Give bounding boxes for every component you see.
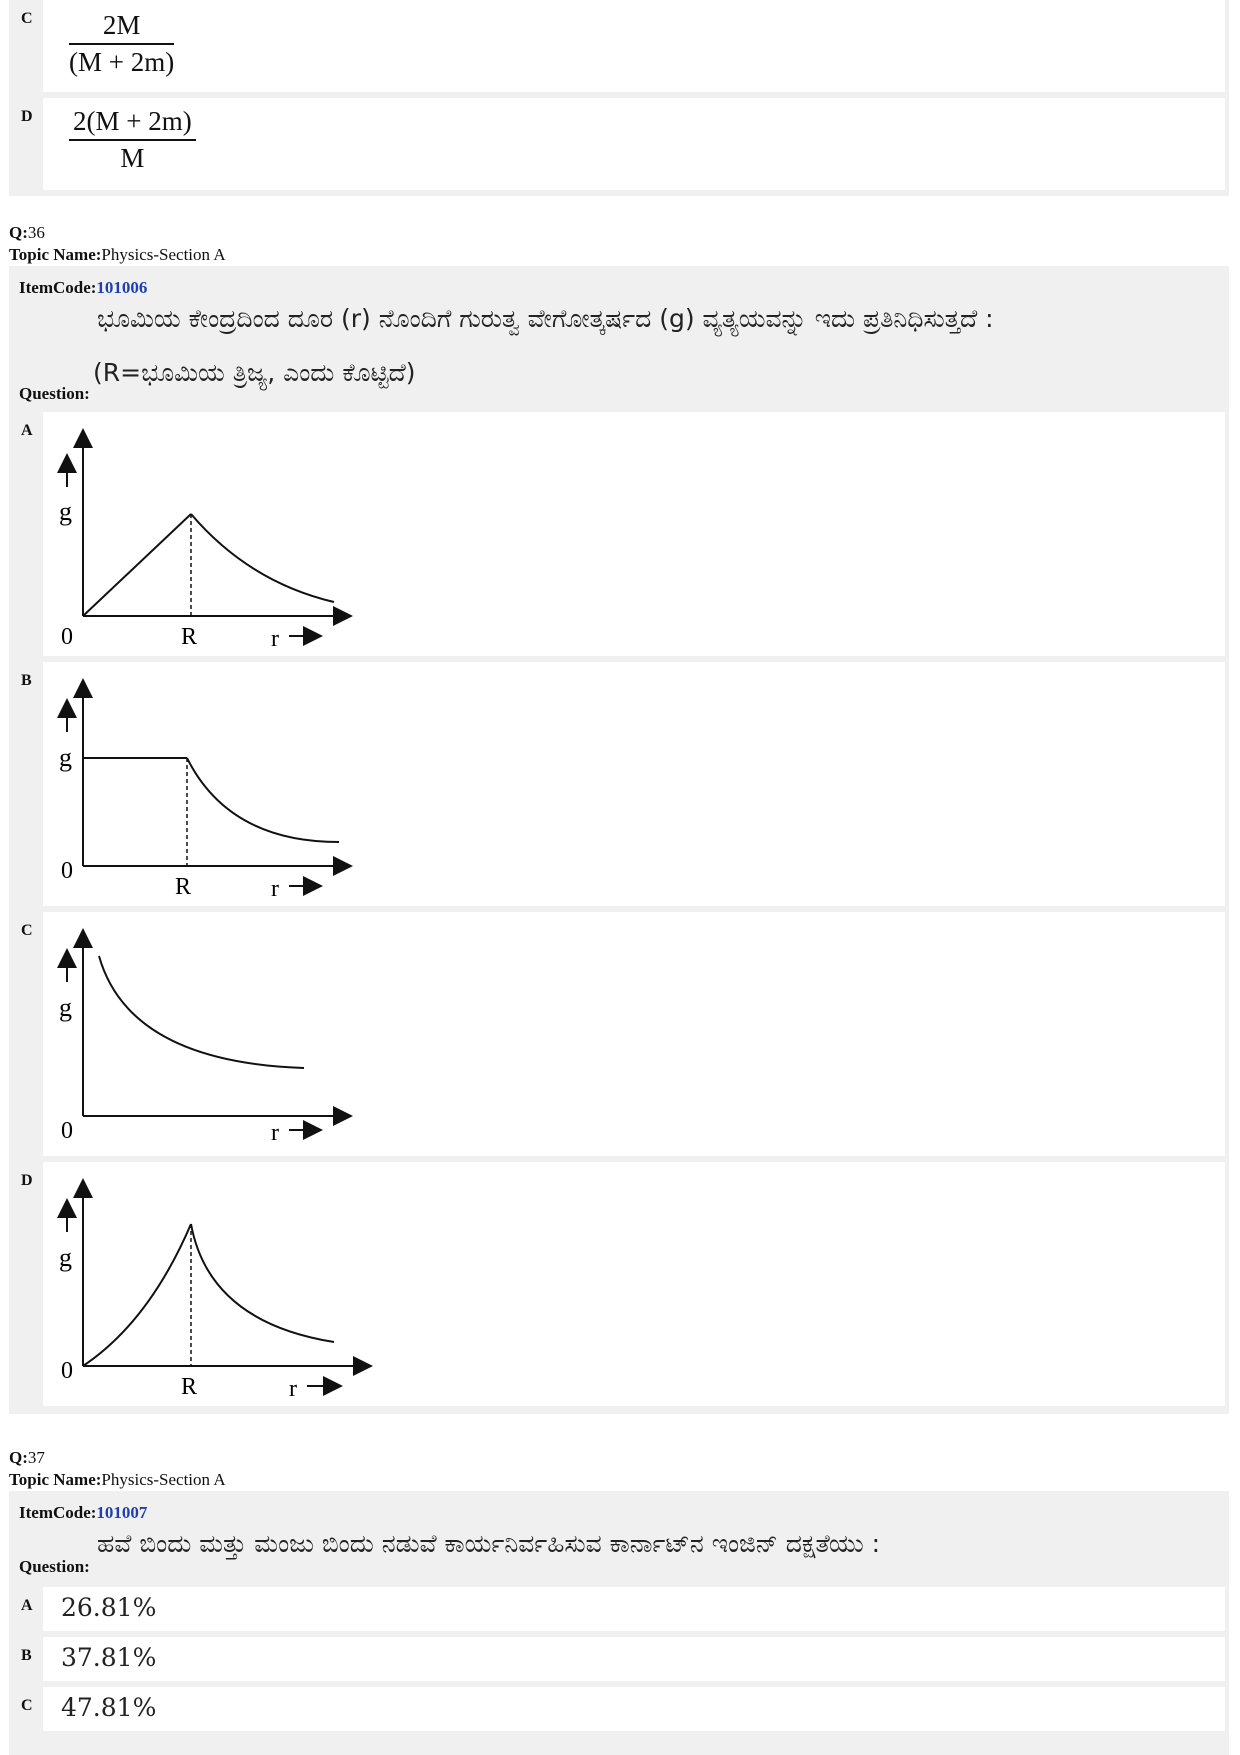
q36-box (9, 266, 1229, 1414)
curve-inside (83, 514, 191, 616)
question-label: Question: (19, 384, 90, 403)
option-label: C (13, 912, 43, 1156)
option-b[interactable] (13, 662, 1225, 906)
option-label: D (13, 98, 43, 190)
itemcode-value: 101006 (96, 278, 148, 297)
graph-c (49, 912, 369, 1156)
option-label: D (13, 1162, 43, 1406)
option-label: C (13, 0, 43, 92)
prev-question-options (9, 0, 1229, 196)
graph-a (49, 412, 369, 656)
option-d[interactable] (13, 1162, 1225, 1406)
curve-outside (191, 1224, 334, 1342)
r-tick-label: R (181, 1374, 198, 1400)
graph-d (49, 1162, 389, 1406)
origin-label: 0 (61, 1358, 73, 1384)
itemcode: ItemCode:101006 (19, 278, 148, 297)
origin-label: 0 (61, 1118, 73, 1144)
question-number: 37 (27, 1448, 45, 1467)
curve (99, 956, 304, 1068)
option-d[interactable] (13, 98, 1225, 190)
r-tick-label: R (181, 624, 198, 650)
option-label: A (13, 412, 43, 656)
option-c[interactable] (13, 912, 1225, 1156)
option-text: 26.81% (61, 1593, 157, 1622)
option-label: C (13, 1687, 43, 1731)
question-label: Question: (19, 1557, 90, 1576)
curve-inside (83, 1224, 191, 1366)
y-label: g (59, 743, 72, 772)
y-label: g (59, 993, 72, 1022)
option-label: B (13, 662, 43, 906)
denominator: M (120, 143, 145, 173)
origin-label: 0 (61, 858, 73, 884)
fraction (69, 10, 174, 78)
itemcode: ItemCode:101007 (19, 1503, 148, 1522)
numerator: 2M (102, 10, 141, 40)
option-b[interactable] (13, 1637, 1225, 1681)
question-text-line1: ಭೂಮಿಯ ಕೇಂದ್ರದಿಂದ ದೂರ (r) ನೊಂದಿಗೆ ಗುರುತ್ವ ವೇಗೋತ್ಕರ್ಷದ (g) ವ್ಯತ್ಯಯವನ್ನು ಇದು ಪ್ರತಿನಿಧಿಸುತ್ತದೆ : (97, 304, 994, 333)
option-label: A (13, 1587, 43, 1631)
option-text: 47.81% (61, 1693, 157, 1722)
itemcode-value: 101007 (96, 1503, 148, 1522)
x-label: r (271, 626, 279, 652)
question-text-line2: (R=ಭೂಮಿಯ ತ್ರಿಜ್ಯ, ಎಂದು ಕೊಟ್ಟಿದೆ) (93, 358, 416, 387)
y-label: g (59, 497, 72, 526)
x-label: r (271, 1120, 279, 1146)
question-text-line1: ಹವೆ ಬಿಂದು ಮತ್ತು ಮಂಜು ಬಿಂದು ನಡುವೆ ಕಾರ್ಯನಿರ್ವಹಿಸುವ ಕಾರ್ನಾಟ್‌ನ ಇಂಜಿನ್ ದಕ್ಷತೆಯು : (97, 1529, 881, 1558)
option-text: 37.81% (61, 1643, 157, 1672)
curve-outside (187, 758, 339, 842)
option-c[interactable] (13, 1687, 1225, 1731)
denominator: (M + 2m) (69, 47, 175, 77)
q37-box (9, 1491, 1229, 1755)
curve-outside (191, 514, 334, 602)
numerator: 2(M + 2m) (73, 106, 192, 136)
topic-name: Physics-Section A (101, 1470, 226, 1489)
option-label: B (13, 1637, 43, 1681)
fraction (69, 106, 196, 174)
x-label: r (271, 876, 279, 902)
option-a[interactable] (13, 412, 1225, 656)
question-number: 36 (27, 223, 45, 242)
option-a[interactable] (13, 1587, 1225, 1631)
r-tick-label: R (175, 874, 192, 900)
graph-b (49, 662, 369, 906)
q36-header: Q:36 Topic Name:Physics-Section A (9, 223, 226, 264)
q37-header: Q:37 Topic Name:Physics-Section A (9, 1448, 226, 1489)
topic-name: Physics-Section A (101, 245, 226, 264)
origin-label: 0 (61, 624, 73, 650)
option-c[interactable] (13, 0, 1225, 92)
x-label: r (289, 1376, 297, 1402)
y-label: g (59, 1243, 72, 1272)
